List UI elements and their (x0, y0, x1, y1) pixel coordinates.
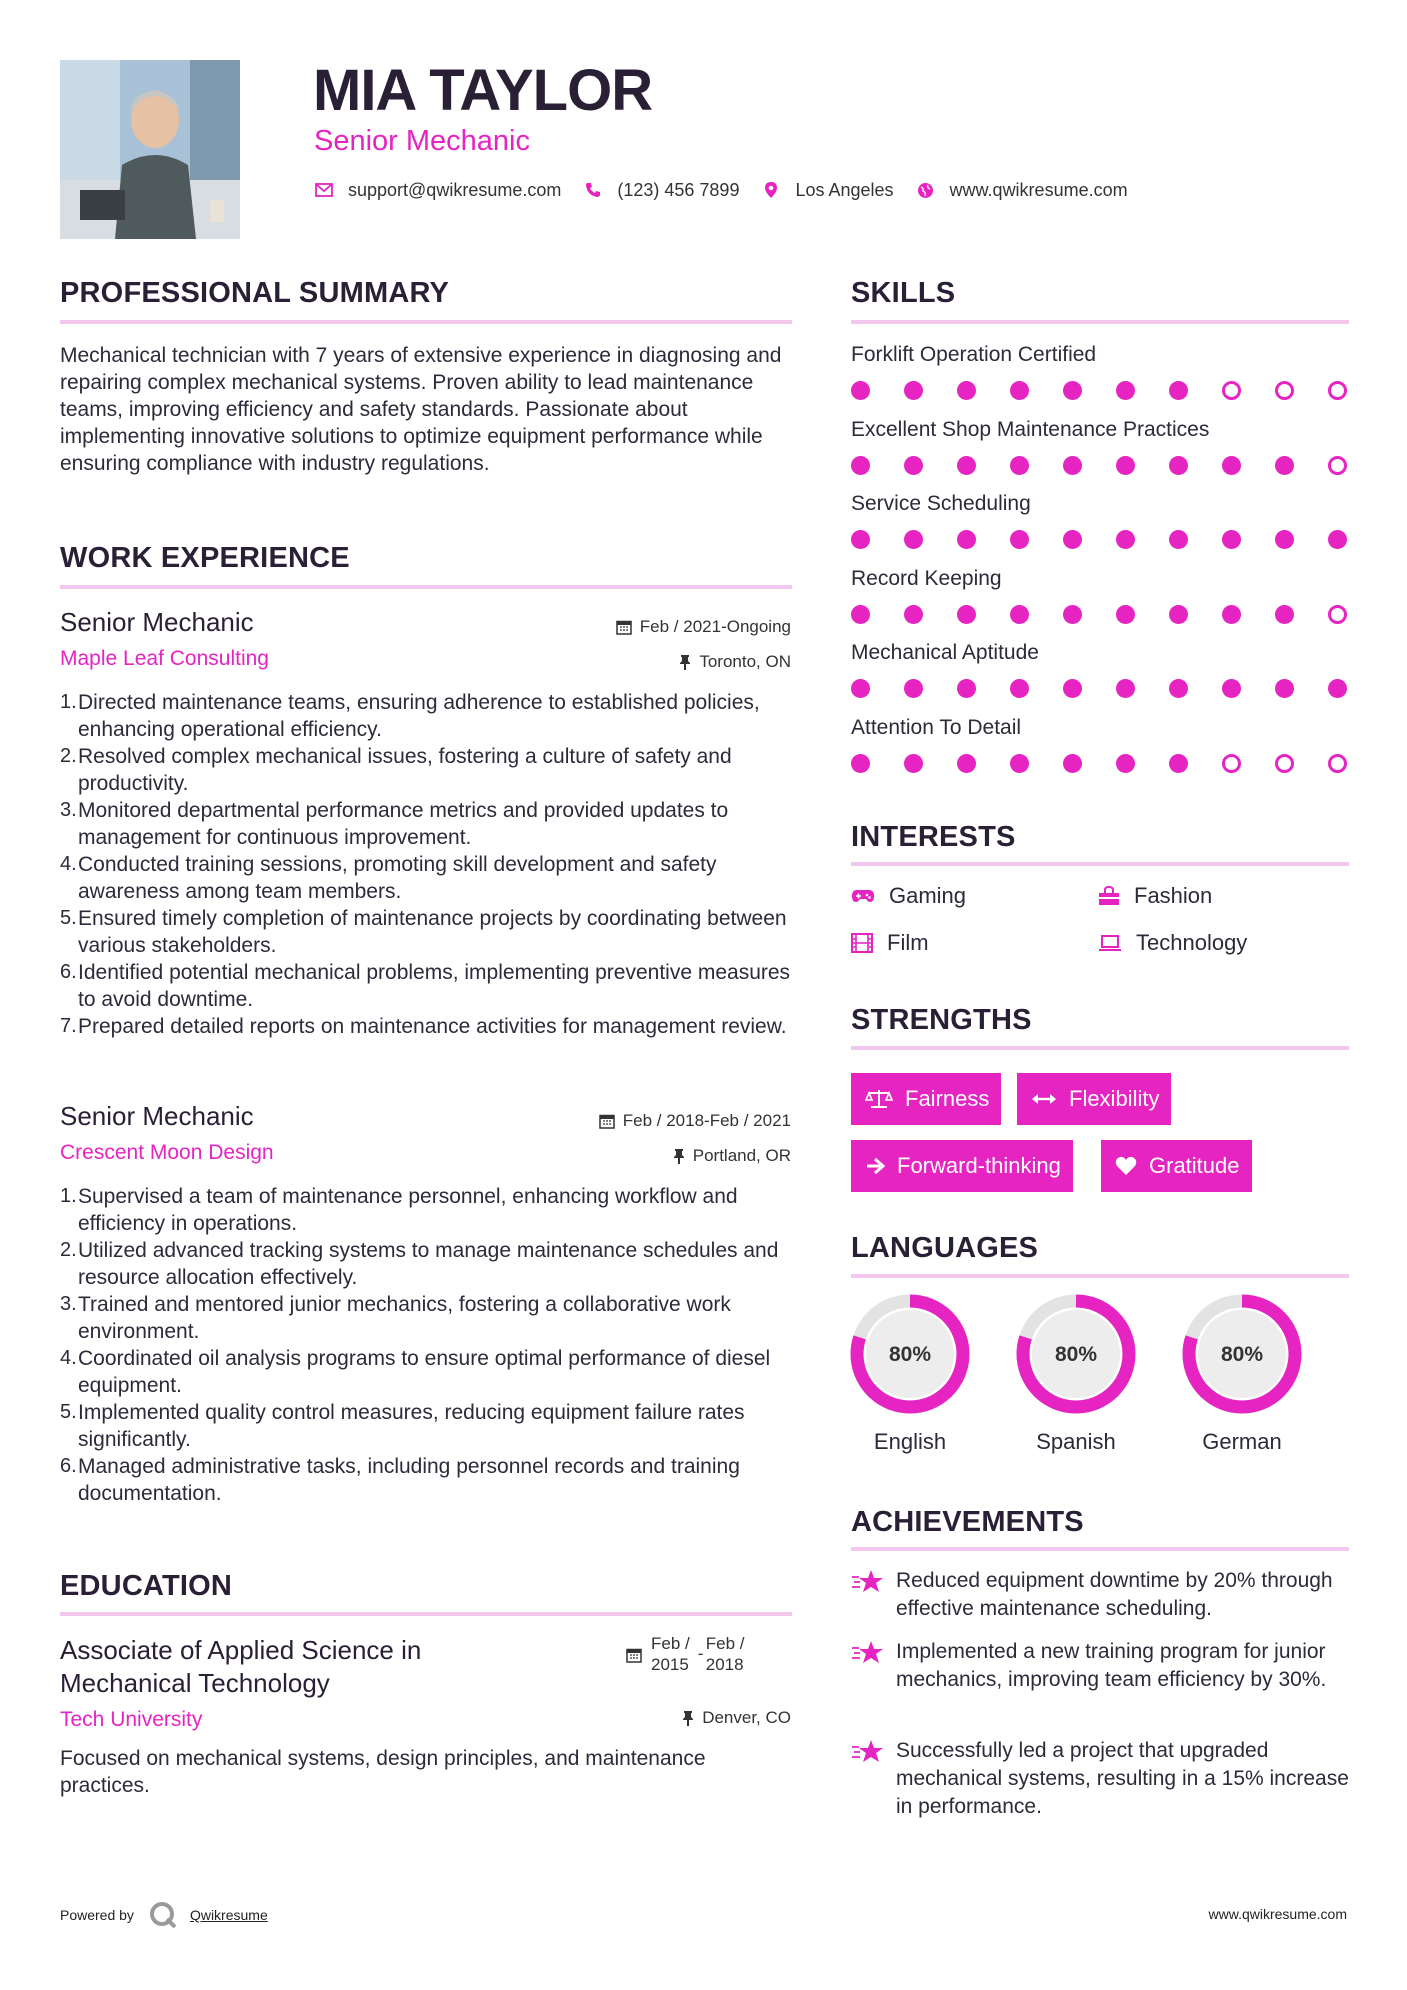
rating-dot-filled (904, 381, 923, 400)
education-heading: EDUCATION (60, 1570, 233, 1602)
rating-dot-empty (1328, 754, 1347, 773)
rating-dot-filled (1116, 456, 1135, 475)
pin-icon (682, 1710, 694, 1726)
job-date (599, 1110, 791, 1132)
job-date (616, 616, 791, 638)
skill-rating (851, 381, 1349, 401)
rating-dot-filled (1116, 754, 1135, 773)
skill-rating (851, 605, 1349, 625)
envelope-icon (314, 180, 334, 200)
job-bullets (60, 1183, 795, 1507)
film-icon (851, 933, 873, 953)
summary-heading: PROFESSIONAL SUMMARY (60, 277, 450, 309)
list-item: 5. Implemented quality control measures, reducing equipment failure rates significantly. (60, 1401, 745, 1451)
candidate-role: Senior Mechanic (314, 125, 530, 157)
profile-photo (60, 60, 240, 239)
qwikresume-link[interactable]: Qwikresume (189, 1907, 268, 1923)
interest-item: Film (851, 930, 929, 956)
footer-website[interactable]: www.qwikresume.com (1208, 1906, 1347, 1922)
skill-rating (851, 530, 1349, 550)
strength-badge: Fairness (851, 1073, 1001, 1125)
rating-dot-filled (904, 605, 923, 624)
education-location-text: Denver, CO (702, 1708, 791, 1727)
list-item: 2. Utilized advanced tracking systems to manage maintenance schedules and resource allocation effectively. (60, 1239, 779, 1289)
summary-text: Mechanical technician with 7 years of extensive experience in diagnosing and repairing complex mechanical systems. Proven ability to lead maintenance teams, improving efficiency and safety standards. Passionate about implementing innovative solutions to optimize equipment performance while ensuring compliance with industry regulations. (60, 344, 782, 475)
rating-dot-filled (957, 530, 976, 549)
rating-dot-filled (904, 754, 923, 773)
list-item: 1. Directed maintenance teams, ensuring adherence to established policies, enhancing operational efficiency. (60, 691, 760, 741)
skill-name: Service Scheduling (851, 492, 1031, 515)
rating-dot-empty (1222, 754, 1241, 773)
rating-dot-filled (1275, 605, 1294, 624)
rating-dot-filled (1169, 605, 1188, 624)
languages-heading: LANGUAGES (851, 1232, 1039, 1264)
rating-dot-filled (1116, 605, 1135, 624)
rating-dot-filled (1222, 679, 1241, 698)
star-icon (851, 1739, 885, 1765)
rating-dot-filled (1116, 679, 1135, 698)
language-ring (848, 1292, 972, 1416)
rating-dot-filled (904, 530, 923, 549)
rating-dot-filled (1169, 754, 1188, 773)
interests-heading: INTERESTS (851, 821, 1016, 853)
rating-dot-filled (851, 530, 870, 549)
star-icon (851, 1640, 885, 1666)
language-gauge (1014, 1292, 1138, 1416)
rating-dot-filled (1328, 530, 1347, 549)
rating-dot-filled (1010, 679, 1029, 698)
rating-dot-filled (1328, 679, 1347, 698)
achievement-item: Implemented a new training program for junior mechanics, improving team efficiency by 30%. (851, 1638, 1361, 1694)
rating-dot-filled (1169, 530, 1188, 549)
rating-dot-filled (1010, 530, 1029, 549)
heart-icon (1115, 1156, 1137, 1176)
qwikresume-logo-icon (148, 1900, 178, 1930)
skill-rating (851, 754, 1349, 774)
skills-heading: SKILLS (851, 277, 956, 309)
rating-dot-filled (1222, 530, 1241, 549)
arrow-right-icon (865, 1157, 885, 1175)
list-item: 3. Monitored departmental performance metrics and provided updates to management for continuous improvement. (60, 799, 729, 849)
achievement-item: Reduced equipment downtime by 20% through effective maintenance scheduling. (851, 1567, 1361, 1623)
rating-dot-filled (1169, 456, 1188, 475)
skill-rating (851, 679, 1349, 699)
degree-title: Associate of Applied Science in Mechanical Technology (60, 1635, 422, 1698)
strengths-divider (851, 1046, 1349, 1050)
laptop-icon (1098, 934, 1122, 952)
skill-name: Excellent Shop Maintenance Practices (851, 417, 1210, 441)
job-location (679, 651, 791, 673)
rating-dot-filled (1222, 456, 1241, 475)
job-bullets (60, 689, 795, 1040)
rating-dot-empty (1328, 381, 1347, 400)
calendar-icon (599, 1113, 615, 1129)
rating-dot-empty (1275, 381, 1294, 400)
education-divider (60, 1612, 792, 1616)
map-pin-icon (761, 180, 781, 200)
list-item: 6. Identified potential mechanical problems, implementing preventive measures to avoid downtime. (60, 961, 791, 1011)
job-company: Maple Leaf Consulting (60, 647, 269, 670)
calendar-icon (616, 619, 632, 635)
rating-dot-filled (1063, 754, 1082, 773)
list-item: 3. Trained and mentored junior mechanics, fostering a collaborative work environment. (60, 1293, 731, 1343)
phone-icon (583, 180, 603, 200)
rating-dot-empty (1275, 754, 1294, 773)
gamepad-icon (851, 888, 875, 904)
arrows-horizontal-icon (1031, 1092, 1057, 1106)
rating-dot-filled (957, 754, 976, 773)
language-percent: 80% (1054, 1343, 1098, 1366)
star-icon (851, 1569, 885, 1595)
rating-dot-filled (851, 456, 870, 475)
footer-powered-by (60, 1900, 268, 1930)
handbag-icon (1098, 886, 1120, 906)
list-item: 6. Managed administrative tasks, including personnel records and training documentation. (60, 1455, 740, 1505)
language-percent: 80% (1220, 1343, 1264, 1366)
rating-dot-filled (904, 456, 923, 475)
rating-dot-filled (1275, 679, 1294, 698)
job-title: Senior Mechanic (60, 607, 254, 637)
interests-divider (851, 862, 1349, 866)
rating-dot-filled (957, 679, 976, 698)
skill-name: Forklift Operation Certified (851, 343, 1097, 366)
rating-dot-filled (851, 679, 870, 698)
skill-name: Record Keeping (851, 566, 1002, 590)
list-item: 1. Supervised a team of maintenance personnel, enhancing workflow and efficiency in operations. (60, 1185, 738, 1235)
list-item: 5. Ensured timely completion of maintenance projects by coordinating between various stakeholders. (60, 907, 787, 957)
skills-divider (851, 320, 1349, 324)
rating-dot-filled (957, 381, 976, 400)
rating-dot-filled (851, 754, 870, 773)
rating-dot-filled (1010, 456, 1029, 475)
email-text: support@qwikresume.com (348, 179, 562, 200)
job-location-text: Toronto, ON (699, 652, 791, 671)
interest-item: Gaming (851, 883, 966, 909)
rating-dot-filled (1222, 605, 1241, 624)
strength-badge: Gratitude (1101, 1140, 1252, 1192)
phone-text: (123) 456 7899 (617, 179, 740, 200)
language-ring (1014, 1292, 1138, 1416)
language-gauge (848, 1292, 972, 1416)
education-date-start: Feb / 2015 (651, 1634, 690, 1674)
language-name: Spanish (1036, 1429, 1116, 1454)
language-gauge (1180, 1292, 1304, 1416)
rating-dot-empty (1328, 605, 1347, 624)
calendar-icon (626, 1647, 642, 1663)
rating-dot-filled (1063, 456, 1082, 475)
experience-heading: WORK EXPERIENCE (60, 542, 350, 574)
balance-scale-icon (865, 1088, 893, 1110)
skill-name: Attention To Detail (851, 715, 1022, 739)
skill-name: Mechanical Aptitude (851, 641, 1039, 664)
rating-dot-empty (1222, 381, 1241, 400)
job-date-text: Feb / 2018-Feb / 2021 (622, 1111, 791, 1130)
interest-item: Fashion (1098, 883, 1212, 909)
rating-dot-filled (1169, 381, 1188, 400)
achievement-item: Successfully led a project that upgraded mechanical systems, resulting in a 15% increase in performance. (851, 1737, 1361, 1821)
website-text: www.qwikresume.com (949, 179, 1128, 200)
contact-email[interactable] (314, 180, 561, 201)
education-date-end: - Feb / 2018 (697, 1634, 745, 1674)
language-ring (1180, 1292, 1304, 1416)
languages-divider (851, 1274, 1349, 1278)
strength-badge: Forward-thinking (851, 1140, 1073, 1192)
rating-dot-filled (1275, 456, 1294, 475)
education-description: Focused on mechanical systems, design principles, and maintenance practices. (60, 1747, 706, 1797)
language-percent: 80% (888, 1343, 932, 1366)
education-date (626, 1633, 745, 1675)
contact-row (314, 176, 1150, 204)
rating-dot-filled (957, 605, 976, 624)
contact-website[interactable] (916, 180, 1128, 201)
rating-dot-empty (1328, 456, 1347, 475)
rating-dot-filled (851, 381, 870, 400)
pin-icon (679, 654, 691, 670)
strength-badge: Flexibility (1017, 1073, 1171, 1125)
list-item: 2. Resolved complex mechanical issues, fostering a culture of safety and productivity. (60, 745, 732, 795)
rating-dot-filled (1063, 605, 1082, 624)
achievements-heading: ACHIEVEMENTS (851, 1506, 1084, 1538)
language-name: German (1202, 1429, 1282, 1454)
job-date-text: Feb / 2021-Ongoing (639, 617, 791, 636)
rating-dot-filled (1063, 381, 1082, 400)
strengths-heading: STRENGTHS (851, 1004, 1032, 1036)
globe-icon (916, 180, 936, 200)
contact-phone[interactable] (583, 180, 739, 201)
location-text: Los Angeles (795, 179, 894, 200)
rating-dot-filled (1169, 679, 1188, 698)
achievements-divider (851, 1547, 1349, 1551)
powered-by-text: Powered by (60, 1907, 134, 1923)
rating-dot-filled (1010, 381, 1029, 400)
job-location-text: Portland, OR (692, 1146, 791, 1165)
rating-dot-filled (1010, 605, 1029, 624)
candidate-name: MIA TAYLOR (313, 58, 653, 123)
job-company: Crescent Moon Design (60, 1141, 274, 1164)
skill-rating (851, 456, 1349, 476)
rating-dot-filled (1275, 530, 1294, 549)
rating-dot-filled (1010, 754, 1029, 773)
list-item: 4. Conducted training sessions, promoting skill development and safety awareness among team members. (60, 853, 717, 903)
list-item: 4. Coordinated oil analysis programs to ensure optimal performance of diesel equipment. (60, 1347, 771, 1397)
rating-dot-filled (851, 605, 870, 624)
rating-dot-filled (1063, 530, 1082, 549)
rating-dot-filled (1116, 530, 1135, 549)
school-name: Tech University (60, 1708, 203, 1731)
job-location (673, 1145, 791, 1167)
interest-item: Technology (1098, 930, 1247, 956)
rating-dot-filled (904, 679, 923, 698)
rating-dot-filled (1063, 679, 1082, 698)
pin-icon (673, 1148, 685, 1164)
rating-dot-filled (957, 456, 976, 475)
contact-location (761, 180, 893, 201)
summary-divider (60, 320, 792, 324)
language-name: English (873, 1429, 947, 1454)
education-location (682, 1707, 791, 1729)
job-title: Senior Mechanic (60, 1101, 254, 1131)
rating-dot-filled (1116, 381, 1135, 400)
list-item: 7. Prepared detailed reports on maintenance activities for management review. (60, 1015, 787, 1038)
experience-divider (60, 585, 792, 589)
